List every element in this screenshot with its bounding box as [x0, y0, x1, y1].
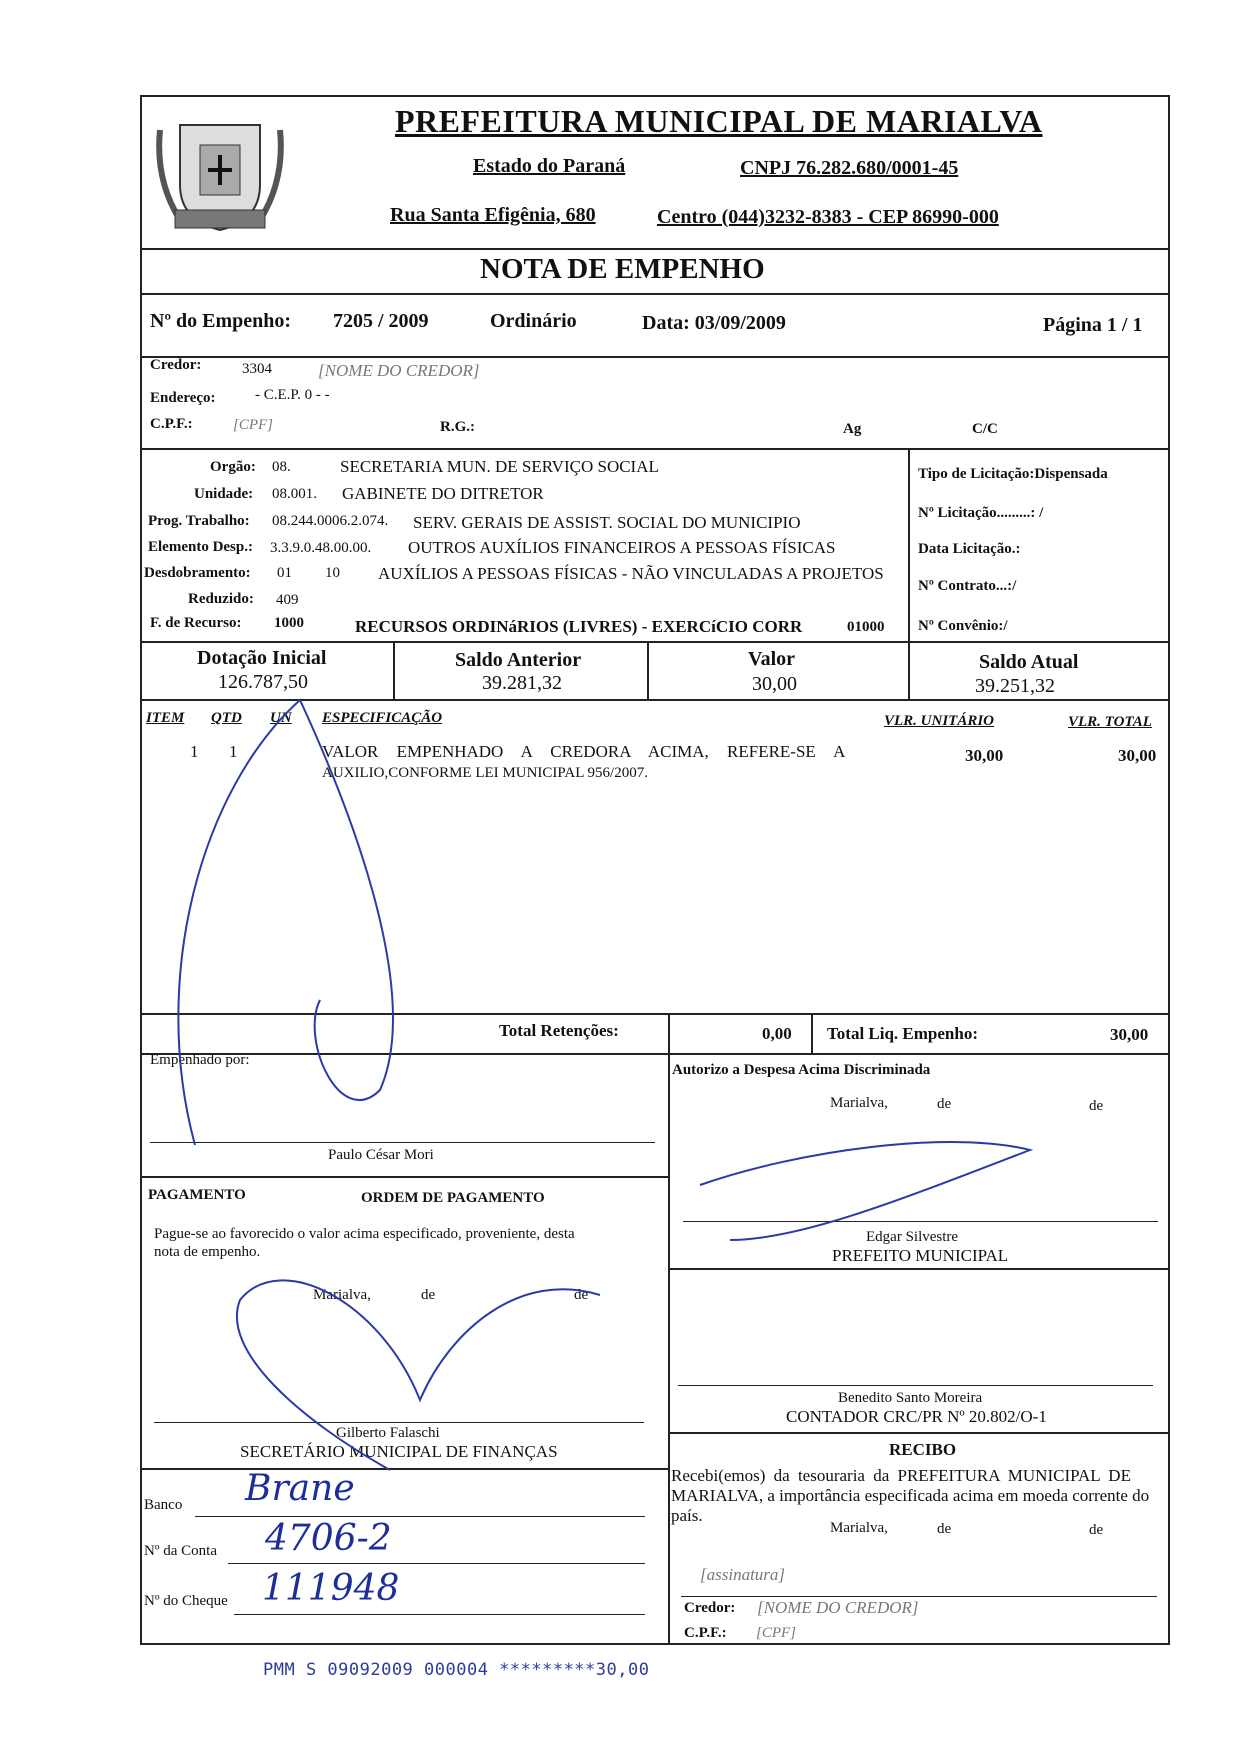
credor-label: Credor:: [150, 357, 202, 373]
autorizo-cargo: PREFEITO MUNICIPAL: [832, 1246, 1009, 1265]
pagamento-nome: Gilberto Falaschi: [336, 1425, 440, 1441]
endereco-label: Endereço:: [150, 390, 216, 406]
col-vlr-total: VLR. TOTAL: [1068, 714, 1152, 730]
autorizo-de-2: de: [1089, 1098, 1104, 1114]
desdobramento-name: AUXÍLIOS A PESSOAS FÍSICAS - NÃO VINCULADAS A PROJETOS: [378, 564, 884, 583]
total-retencoes-value: 0,00: [762, 1024, 792, 1043]
empenho-date: Data: 03/09/2009: [642, 312, 786, 334]
recibo-texto-2: MARIALVA, a importância especificada acima em moeda corrente do: [671, 1486, 1150, 1505]
prog-label: Prog. Trabalho:: [148, 513, 250, 529]
ordem-pagamento-label: ORDEM DE PAGAMENTO: [361, 1190, 545, 1206]
prog-code: 08.244.0006.2.074.: [272, 513, 389, 529]
desdobramento-label: Desdobramento:: [144, 565, 251, 581]
pagamento-local: Marialva,: [313, 1287, 371, 1303]
pagamento-de-1: de: [421, 1287, 436, 1303]
cheque-value: 111948: [262, 1568, 400, 1609]
row-qtd: 1: [229, 742, 238, 761]
saldo-atual-value: 39.251,32: [975, 675, 1055, 697]
recibo-cpf-label: C.P.F.:: [684, 1625, 727, 1641]
header-title: PREFEITURA MUNICIPAL DE MARIALVA: [395, 103, 1043, 139]
pagamento-texto-2: nota de empenho.: [154, 1244, 261, 1260]
total-liq-value: 30,00: [1110, 1025, 1149, 1044]
recibo-label: RECIBO: [889, 1440, 957, 1459]
autorizo-de-1: de: [937, 1096, 952, 1112]
header-cnpj: CNPJ 76.282.680/0001-45: [740, 157, 959, 179]
saldo-anterior-value: 39.281,32: [482, 672, 562, 694]
saldo-anterior-label: Saldo Anterior: [455, 649, 582, 671]
col-item: ITEM: [146, 710, 185, 726]
recurso-code-2: 01000: [847, 619, 885, 635]
empenhado-label: Empenhado por:: [150, 1052, 250, 1068]
pagamento-label: PAGAMENTO: [148, 1187, 246, 1203]
recurso-name: RECURSOS ORDINáRIOS (LIVRES) - EXERCíCIO CORR: [355, 617, 803, 636]
licitacao-data: Data Licitação.:: [918, 541, 1021, 557]
col-qtd: QTD: [211, 710, 242, 726]
rg-label: R.G.:: [440, 419, 475, 435]
col-vlr-unitario: VLR. UNITÁRIO: [884, 713, 995, 729]
pagamento-de-2: de: [574, 1287, 589, 1303]
dotacao-inicial-value: 126.787,50: [218, 671, 308, 693]
unidade-code: 08.001.: [272, 486, 317, 502]
empenhado-nome: Paulo César Mori: [328, 1147, 434, 1163]
endereco-value: - C.E.P. 0 - -: [255, 387, 330, 403]
recibo-credor-label: Credor:: [684, 1600, 736, 1616]
recibo-texto-1: Recebi(emos) da tesouraria da PREFEITURA MUNICIPAL DE: [671, 1466, 1131, 1485]
valor-value: 30,00: [752, 673, 797, 695]
cpf-value: [CPF]: [233, 417, 274, 433]
payment-stamp: PMM S 09092009 000004 *********30,00: [263, 1660, 650, 1680]
conta-value: 4706-2: [265, 1518, 392, 1559]
header-state: Estado do Paraná: [473, 155, 626, 177]
reduzido-label: Reduzido:: [188, 591, 254, 607]
contador-cargo: CONTADOR CRC/PR Nº 20.802/O-1: [786, 1407, 1047, 1426]
cpf-label: C.P.F.:: [150, 416, 193, 432]
unidade-label: Unidade:: [194, 486, 254, 502]
header-address-2: Centro (044)3232-8383 - CEP 86990-000: [657, 206, 999, 228]
recibo-assinatura-placeholder: [assinatura]: [700, 1565, 786, 1584]
cc-label: C/C: [972, 421, 998, 437]
elemento-name: OUTROS AUXÍLIOS FINANCEIROS A PESSOAS FÍSICAS: [408, 538, 836, 557]
recibo-credor-nome: [NOME DO CREDOR]: [757, 1598, 919, 1617]
dotacao-inicial-label: Dotação Inicial: [197, 647, 327, 669]
prog-name: SERV. GERAIS DE ASSIST. SOCIAL DO MUNICIPIO: [413, 513, 801, 532]
cheque-label: Nº do Cheque: [144, 1593, 228, 1609]
recibo-de-2: de: [1089, 1522, 1104, 1538]
col-especificacao: ESPECIFICAÇÃO: [322, 710, 443, 726]
saldo-atual-label: Saldo Atual: [979, 651, 1079, 673]
contador-nome: Benedito Santo Moreira: [838, 1390, 983, 1406]
recibo-local: Marialva,: [830, 1520, 888, 1536]
banco-label: Banco: [144, 1497, 183, 1513]
col-un: UN: [270, 710, 292, 726]
pagamento-cargo: SECRETÁRIO MUNICIPAL DE FINANÇAS: [240, 1442, 558, 1461]
autorizo-nome: Edgar Silvestre: [866, 1229, 959, 1245]
banco-value: Brane: [245, 1468, 355, 1509]
pagamento-texto-1: Pague-se ao favorecido o valor acima especificado, proveniente, desta: [154, 1226, 575, 1242]
recibo-de-1: de: [937, 1521, 952, 1537]
credor-code: 3304: [242, 361, 272, 377]
recurso-code: 1000: [274, 615, 304, 631]
empenho-label: Nº do Empenho:: [150, 310, 292, 332]
recibo-cpf-value: [CPF]: [756, 1625, 797, 1641]
licitacao-convenio: Nº Convênio:/: [918, 618, 1008, 634]
autorizo-label: Autorizo a Despesa Acima Discriminada: [672, 1062, 931, 1078]
orgao-name: SECRETARIA MUN. DE SERVIÇO SOCIAL: [340, 457, 659, 476]
credor-name: [NOME DO CREDOR]: [318, 361, 480, 380]
row-especificacao-2: AUXILIO,CONFORME LEI MUNICIPAL 956/2007.: [322, 765, 648, 781]
desdobramento-code-2: 10: [325, 565, 340, 581]
licitacao-tipo: Tipo de Licitação:Dispensada: [918, 466, 1108, 482]
row-item: 1: [190, 742, 199, 761]
desdobramento-code-1: 01: [277, 565, 292, 581]
elemento-label: Elemento Desp.:: [148, 539, 253, 555]
empenho-number: 7205 / 2009: [333, 310, 429, 332]
licitacao-contrato: Nº Contrato...:/: [918, 578, 1017, 594]
row-vlr-total: 30,00: [1118, 746, 1157, 765]
total-retencoes-label: Total Retenções:: [499, 1021, 619, 1040]
page-number: Página 1 / 1: [1043, 314, 1143, 336]
valor-label: Valor: [748, 648, 796, 670]
row-vlr-unitario: 30,00: [965, 746, 1004, 765]
recibo-texto-3: país.: [671, 1506, 703, 1525]
licitacao-numero: Nº Licitação.........: /: [918, 505, 1044, 521]
autorizo-local: Marialva,: [830, 1095, 888, 1111]
unidade-name: GABINETE DO DITRETOR: [342, 484, 544, 503]
total-liq-label: Total Liq. Empenho:: [827, 1024, 978, 1043]
conta-label: Nº da Conta: [144, 1543, 217, 1559]
ag-label: Ag: [843, 421, 862, 437]
reduzido-value: 409: [276, 592, 299, 608]
doc-title: NOTA DE EMPENHO: [480, 253, 765, 285]
orgao-code: 08.: [272, 459, 291, 475]
recurso-label: F. de Recurso:: [150, 615, 242, 631]
elemento-code: 3.3.9.0.48.00.00.: [270, 540, 372, 556]
row-especificacao-1: VALOR EMPENHADO A CREDORA ACIMA, REFERE-SE A: [322, 742, 846, 761]
header-address: Rua Santa Efigênia, 680: [390, 204, 596, 226]
orgao-label: Orgão:: [210, 459, 256, 475]
empenho-type: Ordinário: [490, 310, 577, 332]
